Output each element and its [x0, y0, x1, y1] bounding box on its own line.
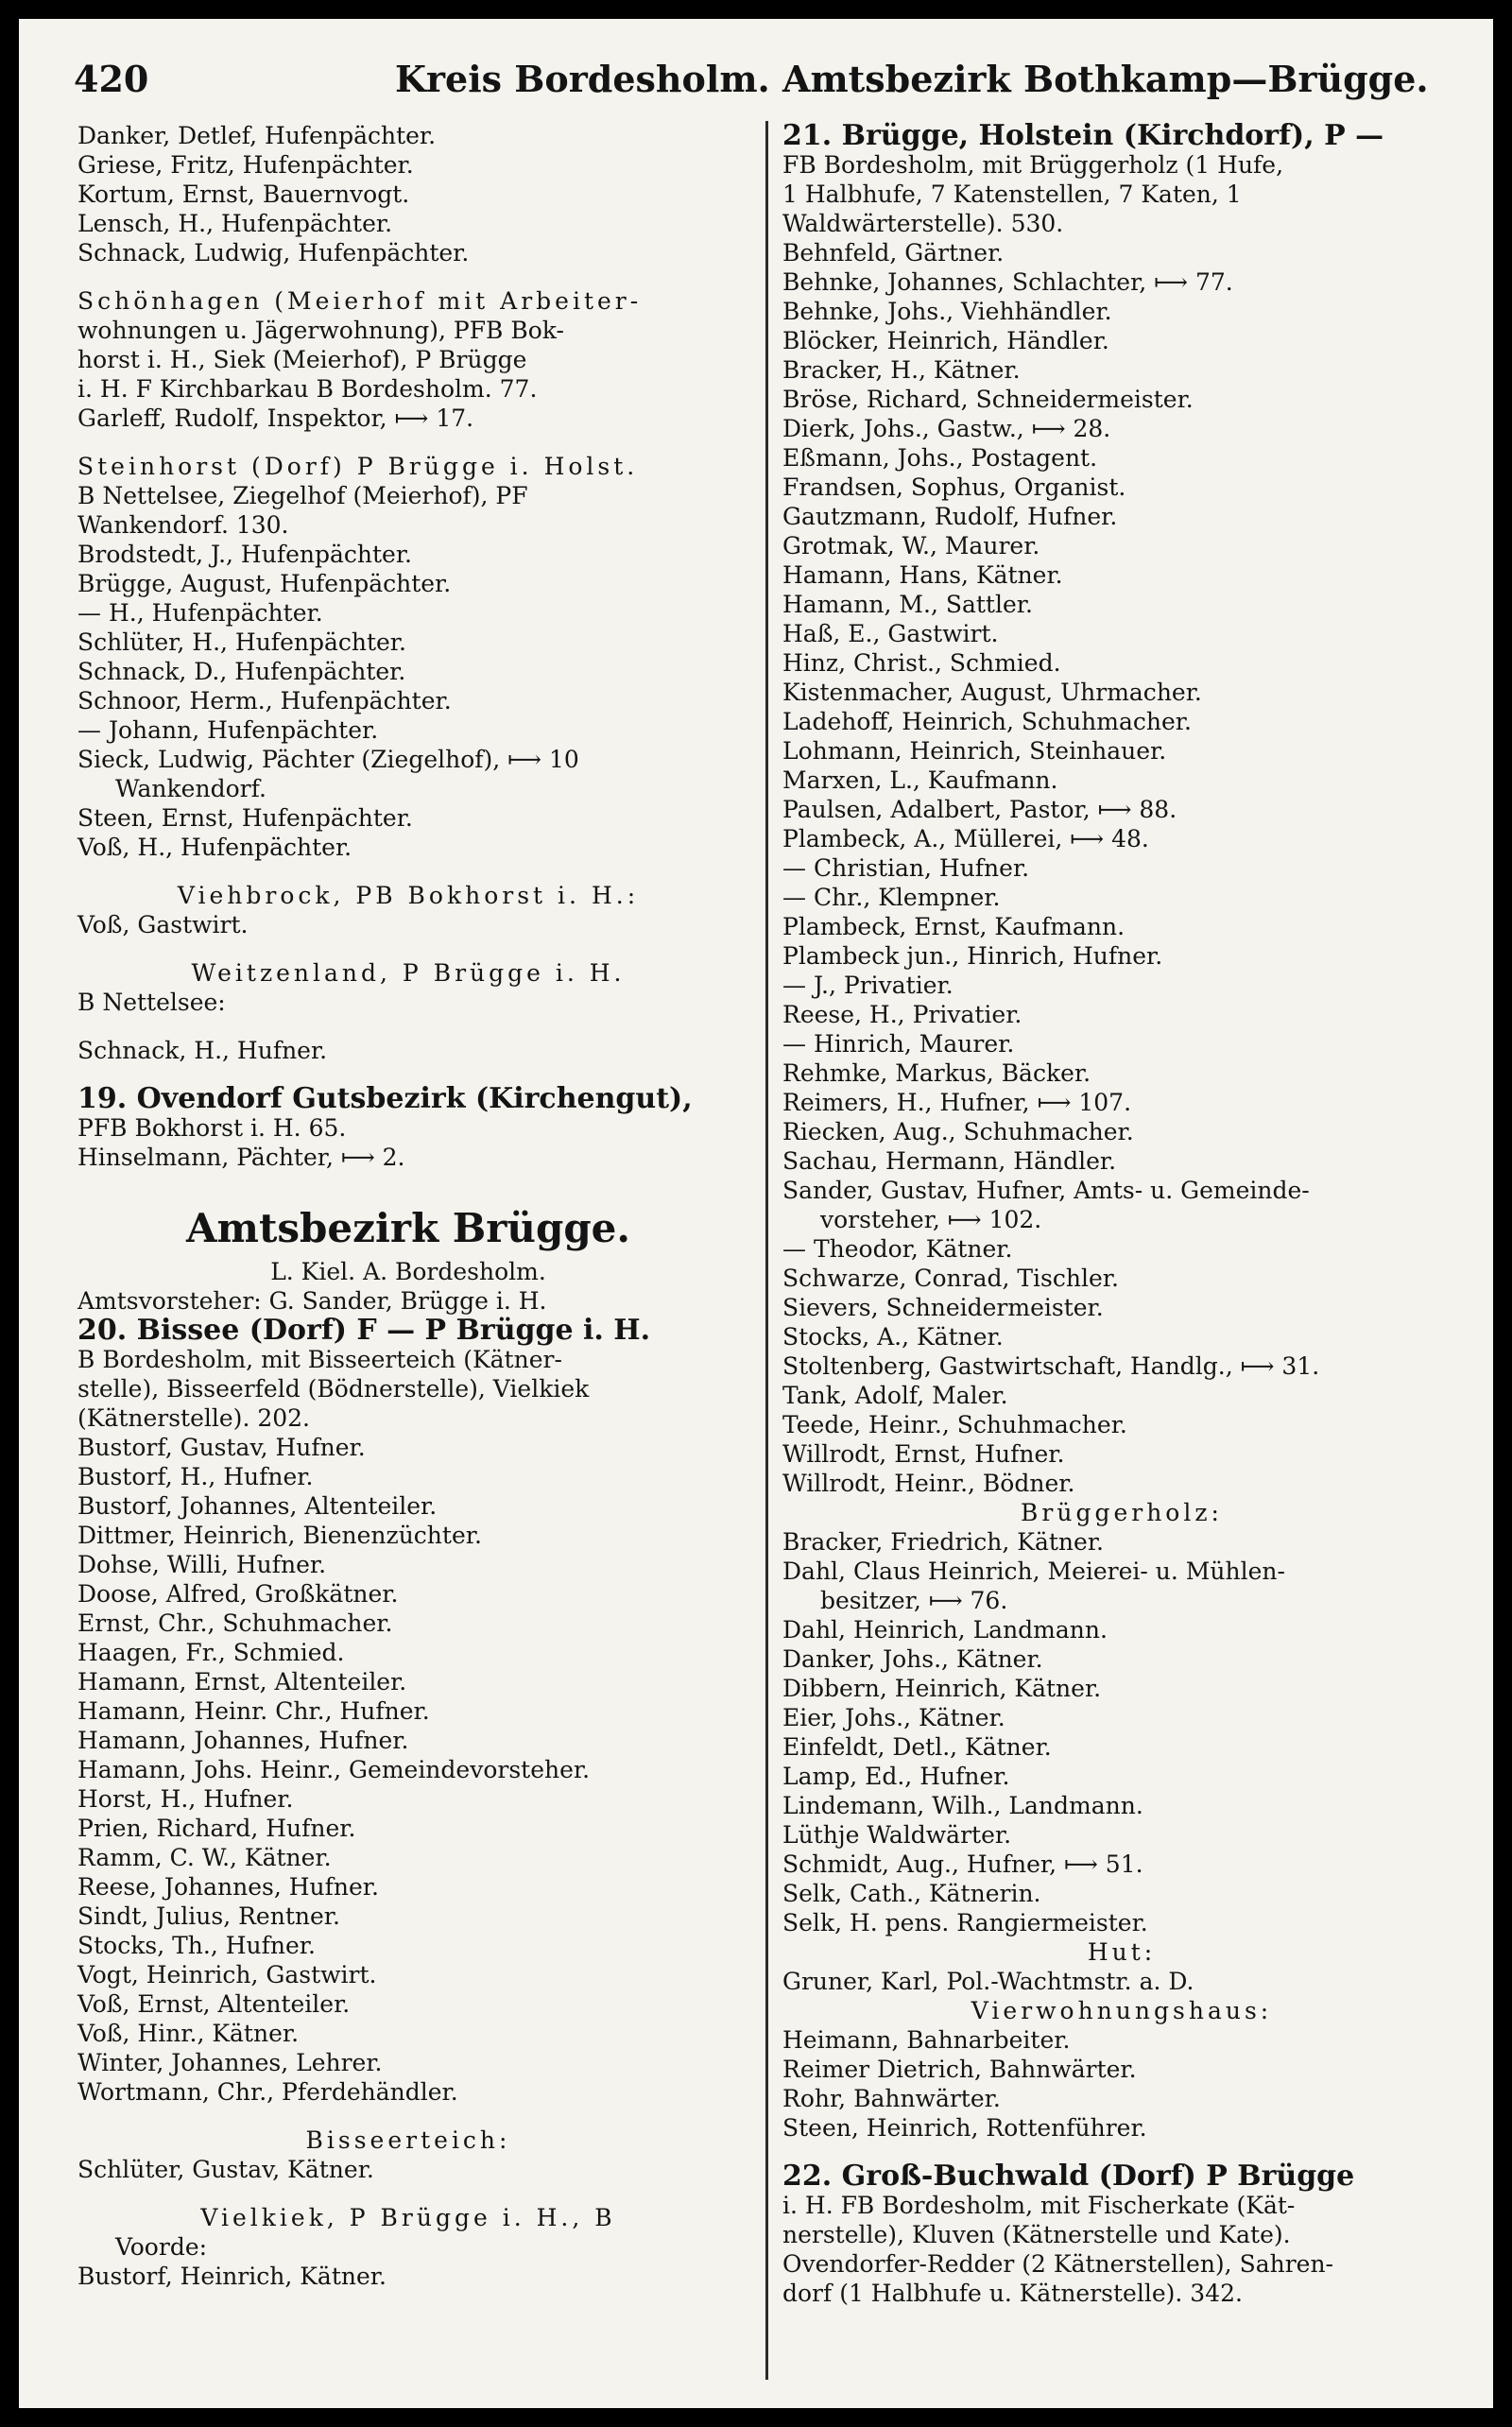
- column-divider: [765, 121, 768, 2380]
- directory-line: Rehmke, Markus, Bäcker.: [782, 1059, 1091, 1087]
- directory-line: stelle), Bisseerfeld (Bödnerstelle), Vielkiek: [77, 1375, 590, 1403]
- directory-line: Hamann, Heinr. Chr., Hufner.: [77, 1697, 430, 1725]
- directory-line: Schnack, H., Hufner.: [77, 1037, 328, 1064]
- directory-line: Vierwohnungshaus:: [971, 1997, 1273, 2024]
- directory-line: Ladehoff, Heinrich, Schuhmacher.: [782, 708, 1192, 735]
- directory-line: Willrodt, Ernst, Hufner.: [782, 1440, 1065, 1468]
- directory-line: Hamann, M., Sattler.: [782, 591, 1033, 618]
- directory-line: Amtsvorsteher: G. Sander, Brügge i. H.: [77, 1287, 547, 1315]
- directory-line: — Chr., Klempner.: [782, 884, 1001, 911]
- directory-line: Einfeldt, Detl., Kätner.: [782, 1733, 1052, 1761]
- directory-line: Hut:: [1087, 1938, 1157, 1966]
- directory-line: B Bordesholm, mit Bisseerteich (Kätner-: [77, 1346, 562, 1373]
- directory-line: Horst, H., Hufner.: [77, 1785, 294, 1813]
- directory-line: Voß, Ernst, Altenteiler.: [77, 1990, 351, 2018]
- directory-line: Wortmann, Chr., Pferdehändler.: [77, 2078, 458, 2106]
- directory-line: Schönhagen (Meierhof mit Arbeiter-: [77, 287, 643, 315]
- directory-line: Plambeck jun., Hinrich, Hufner.: [782, 942, 1163, 970]
- directory-line: dorf (1 Halbhufe u. Kätnerstelle). 342.: [782, 2280, 1243, 2307]
- directory-line: 22. Groß-Buchwald (Dorf) P Brügge: [782, 2160, 1355, 2193]
- directory-line: Selk, Cath., Kätnerin.: [782, 1880, 1041, 1907]
- directory-line: — Christian, Hufner.: [782, 854, 1030, 882]
- directory-line: Kortum, Ernst, Bauernvogt.: [77, 181, 410, 208]
- directory-line: Ovendorfer-Redder (2 Kätnerstellen), Sahren-: [782, 2250, 1333, 2278]
- directory-line: Waldwärterstelle). 530.: [782, 210, 1064, 237]
- directory-line: PFB Bokhorst i. H. 65.: [77, 1114, 347, 1142]
- directory-line: Winter, Johannes, Lehrer.: [77, 2049, 383, 2076]
- directory-line: — Theodor, Kätner.: [782, 1235, 1013, 1263]
- directory-line: Dahl, Claus Heinrich, Meierei- u. Mühlen-: [782, 1558, 1285, 1585]
- directory-line: Dibbern, Heinrich, Kätner.: [782, 1675, 1102, 1702]
- directory-line: Garleff, Rudolf, Inspektor, ⟼ 17.: [77, 404, 474, 432]
- directory-line: Sindt, Julius, Rentner.: [77, 1902, 340, 1930]
- directory-line: Voorde:: [115, 2233, 208, 2261]
- directory-line: Viehbrock, PB Bokhorst i. H.:: [177, 882, 640, 909]
- directory-line: Rohr, Bahnwärter.: [782, 2085, 1001, 2112]
- directory-line: Schwarze, Conrad, Tischler.: [782, 1265, 1119, 1292]
- directory-line: Lohmann, Heinrich, Steinhauer.: [782, 737, 1167, 765]
- directory-line: vorsteher, ⟼ 102.: [820, 1206, 1042, 1233]
- directory-line: Paulsen, Adalbert, Pastor, ⟼ 88.: [782, 796, 1177, 823]
- directory-line: B Nettelsee, Ziegelhof (Meierhof), PF: [77, 482, 528, 509]
- directory-line: Blöcker, Heinrich, Händler.: [782, 327, 1109, 354]
- directory-line: Heimann, Bahnarbeiter.: [782, 2026, 1071, 2054]
- directory-line: Behnke, Johs., Viehhändler.: [782, 298, 1112, 325]
- directory-line: Danker, Johs., Kätner.: [782, 1645, 1043, 1673]
- directory-line: Hamann, Johs. Heinr., Gemeindevorsteher.: [77, 1756, 591, 1783]
- right-column: [782, 121, 1461, 2308]
- directory-line: Hamann, Hans, Kätner.: [782, 561, 1063, 589]
- directory-line: Ernst, Chr., Schuhmacher.: [77, 1609, 393, 1637]
- directory-line: Dittmer, Heinrich, Bienenzüchter.: [77, 1522, 482, 1549]
- directory-line: Reese, H., Privatier.: [782, 1001, 1022, 1028]
- directory-line: Weitzenland, P Brügge i. H.: [191, 959, 626, 987]
- directory-line: Haß, E., Gastwirt.: [782, 620, 999, 647]
- directory-line: Reimers, H., Hufner, ⟼ 107.: [782, 1089, 1132, 1116]
- directory-line: Steinhorst (Dorf) P Brügge i. Holst.: [77, 453, 639, 480]
- directory-line: Schnack, Ludwig, Hufenpächter.: [77, 239, 470, 267]
- directory-line: Brüggerholz:: [1021, 1499, 1223, 1526]
- directory-line: — Johann, Hufenpächter.: [77, 716, 379, 744]
- directory-line: Riecken, Aug., Schuhmacher.: [782, 1118, 1134, 1145]
- directory-line: Behnfeld, Gärtner.: [782, 239, 1005, 267]
- directory-line: Bracker, H., Kätner.: [782, 356, 1021, 384]
- directory-line: Danker, Detlef, Hufenpächter.: [77, 122, 437, 149]
- directory-line: Bustorf, H., Hufner.: [77, 1463, 314, 1490]
- directory-line: Steen, Ernst, Hufenpächter.: [77, 804, 413, 832]
- directory-line: Voß, H., Hufenpächter.: [77, 834, 352, 861]
- directory-line: Lamp, Ed., Hufner.: [782, 1763, 1010, 1790]
- directory-line: Schnoor, Herm., Hufenpächter.: [77, 687, 452, 714]
- directory-line: Wankendorf. 130.: [77, 511, 289, 539]
- directory-line: Gruner, Karl, Pol.-Wachtmstr. a. D.: [782, 1968, 1194, 1995]
- directory-line: L. Kiel. A. Bordesholm.: [270, 1258, 546, 1285]
- directory-line: Amtsbezirk Brügge.: [185, 1205, 631, 1251]
- directory-line: Sachau, Hermann, Händler.: [782, 1147, 1117, 1175]
- directory-line: FB Bordesholm, mit Brüggerholz (1 Hufe,: [782, 151, 1284, 179]
- directory-line: Frandsen, Sophus, Organist.: [782, 473, 1126, 501]
- directory-line: Prien, Richard, Hufner.: [77, 1815, 356, 1842]
- directory-line: Schlüter, Gustav, Kätner.: [77, 2156, 374, 2183]
- directory-line: Bisseerteich:: [305, 2126, 511, 2154]
- directory-line: Brügge, August, Hufenpächter.: [77, 570, 452, 597]
- directory-line: Hamann, Johannes, Hufner.: [77, 1727, 409, 1754]
- directory-line: Sieck, Ludwig, Pächter (Ziegelhof), ⟼ 10: [77, 746, 579, 773]
- directory-line: Kistenmacher, August, Uhrmacher.: [782, 679, 1202, 706]
- directory-line: Bustorf, Heinrich, Kätner.: [77, 2263, 387, 2290]
- directory-line: wohnungen u. Jägerwohnung), PFB Bok-: [77, 317, 564, 344]
- directory-line: Lüthje Waldwärter.: [782, 1821, 1012, 1849]
- directory-line: — Hinrich, Maurer.: [782, 1030, 1015, 1058]
- directory-line: Dohse, Willi, Hufner.: [77, 1551, 327, 1578]
- directory-line: 20. Bissee (Dorf) F — P Brügge i. H.: [77, 1314, 651, 1347]
- directory-line: Sander, Gustav, Hufner, Amts- u. Gemeinde-: [782, 1177, 1310, 1204]
- directory-line: Plambeck, A., Müllerei, ⟼ 48.: [782, 825, 1149, 852]
- directory-line: Stocks, A., Kätner.: [782, 1323, 1004, 1351]
- directory-line: Stoltenberg, Gastwirtschaft, Handlg., ⟼ 31.: [782, 1352, 1320, 1380]
- directory-line: Willrodt, Heinr., Bödner.: [782, 1470, 1075, 1497]
- directory-line: besitzer, ⟼ 76.: [820, 1587, 1008, 1614]
- directory-line: 1 Halbhufe, 7 Katenstellen, 7 Katen, 1: [782, 181, 1242, 208]
- directory-line: Lindemann, Wilh., Landmann.: [782, 1792, 1143, 1819]
- directory-line: Reimer Dietrich, Bahnwärter.: [782, 2056, 1137, 2083]
- directory-line: Sievers, Schneidermeister.: [782, 1294, 1104, 1321]
- directory-line: Eßmann, Johs., Postagent.: [782, 444, 1098, 472]
- directory-line: Dahl, Heinrich, Landmann.: [782, 1616, 1108, 1644]
- directory-line: 19. Ovendorf Gutsbezirk (Kirchengut),: [77, 1082, 693, 1115]
- directory-line: Bustorf, Gustav, Hufner.: [77, 1434, 366, 1461]
- directory-line: — J., Privatier.: [782, 972, 954, 999]
- directory-line: Reese, Johannes, Hufner.: [77, 1873, 379, 1901]
- page-header: [74, 51, 1463, 108]
- directory-line: B Nettelsee:: [77, 989, 226, 1016]
- directory-line: Vogt, Heinrich, Gastwirt.: [77, 1961, 377, 1988]
- directory-line: Vielkiek, P Brügge i. H., B: [200, 2204, 616, 2231]
- directory-line: Hinz, Christ., Schmied.: [782, 649, 1061, 677]
- directory-line: Doose, Alfred, Großkätner.: [77, 1580, 399, 1608]
- directory-line: Dierk, Johs., Gastw., ⟼ 28.: [782, 415, 1111, 442]
- directory-line: Hinselmann, Pächter, ⟼ 2.: [77, 1144, 405, 1171]
- directory-line: Grotmak, W., Maurer.: [782, 532, 1040, 559]
- directory-line: Stocks, Th., Hufner.: [77, 1932, 316, 1959]
- directory-line: Hamann, Ernst, Altenteiler.: [77, 1668, 407, 1695]
- directory-line: Steen, Heinrich, Rottenführer.: [782, 2114, 1147, 2142]
- directory-line: Gautzmann, Rudolf, Hufner.: [782, 503, 1118, 530]
- directory-line: Teede, Heinr., Schuhmacher.: [782, 1411, 1127, 1438]
- directory-line: Behnke, Johannes, Schlachter, ⟼ 77.: [782, 268, 1233, 296]
- directory-line: i. H. FB Bordesholm, mit Fischerkate (Kät-: [782, 2192, 1296, 2219]
- directory-line: Haagen, Fr., Schmied.: [77, 1639, 345, 1666]
- directory-line: (Kätnerstelle). 202.: [77, 1404, 310, 1432]
- directory-line: Lensch, H., Hufenpächter.: [77, 210, 393, 237]
- directory-line: Schmidt, Aug., Hufner, ⟼ 51.: [782, 1850, 1143, 1878]
- directory-line: i. H. F Kirchbarkau B Bordesholm. 77.: [77, 375, 538, 403]
- directory-line: Wankendorf.: [115, 775, 266, 802]
- running-title: Kreis Bordesholm. Amtsbezirk Bothkamp—Brügge.: [395, 58, 1429, 100]
- page-number: 420: [74, 58, 149, 100]
- left-column: [77, 121, 739, 2291]
- directory-line: Schnack, D., Hufenpächter.: [77, 658, 406, 685]
- directory-line: Plambeck, Ernst, Kaufmann.: [782, 913, 1125, 940]
- directory-line: Eier, Johs., Kätner.: [782, 1704, 1005, 1731]
- directory-line: Selk, H. pens. Rangiermeister.: [782, 1909, 1148, 1936]
- directory-line: Ramm, C. W., Kätner.: [77, 1844, 332, 1871]
- directory-line: — H., Hufenpächter.: [77, 599, 323, 627]
- directory-line: Bustorf, Johannes, Altenteiler.: [77, 1492, 438, 1520]
- directory-line: nerstelle), Kluven (Kätnerstelle und Kate).: [782, 2221, 1291, 2248]
- directory-line: Brodstedt, J., Hufenpächter.: [77, 541, 412, 568]
- directory-line: Bröse, Richard, Schneidermeister.: [782, 386, 1194, 413]
- directory-line: 21. Brügge, Holstein (Kirchdorf), P —: [782, 119, 1384, 152]
- directory-line: Schlüter, H., Hufenpächter.: [77, 628, 406, 656]
- directory-line: Tank, Adolf, Maler.: [782, 1382, 1008, 1409]
- directory-line: Griese, Fritz, Hufenpächter.: [77, 151, 414, 179]
- directory-page: [19, 19, 1493, 2408]
- directory-line: Bracker, Friedrich, Kätner.: [782, 1528, 1104, 1556]
- directory-line: Voß, Gastwirt.: [77, 911, 249, 938]
- directory-line: Voß, Hinr., Kätner.: [77, 2020, 300, 2047]
- directory-line: Marxen, L., Kaufmann.: [782, 766, 1058, 794]
- directory-line: horst i. H., Siek (Meierhof), P Brügge: [77, 346, 527, 373]
